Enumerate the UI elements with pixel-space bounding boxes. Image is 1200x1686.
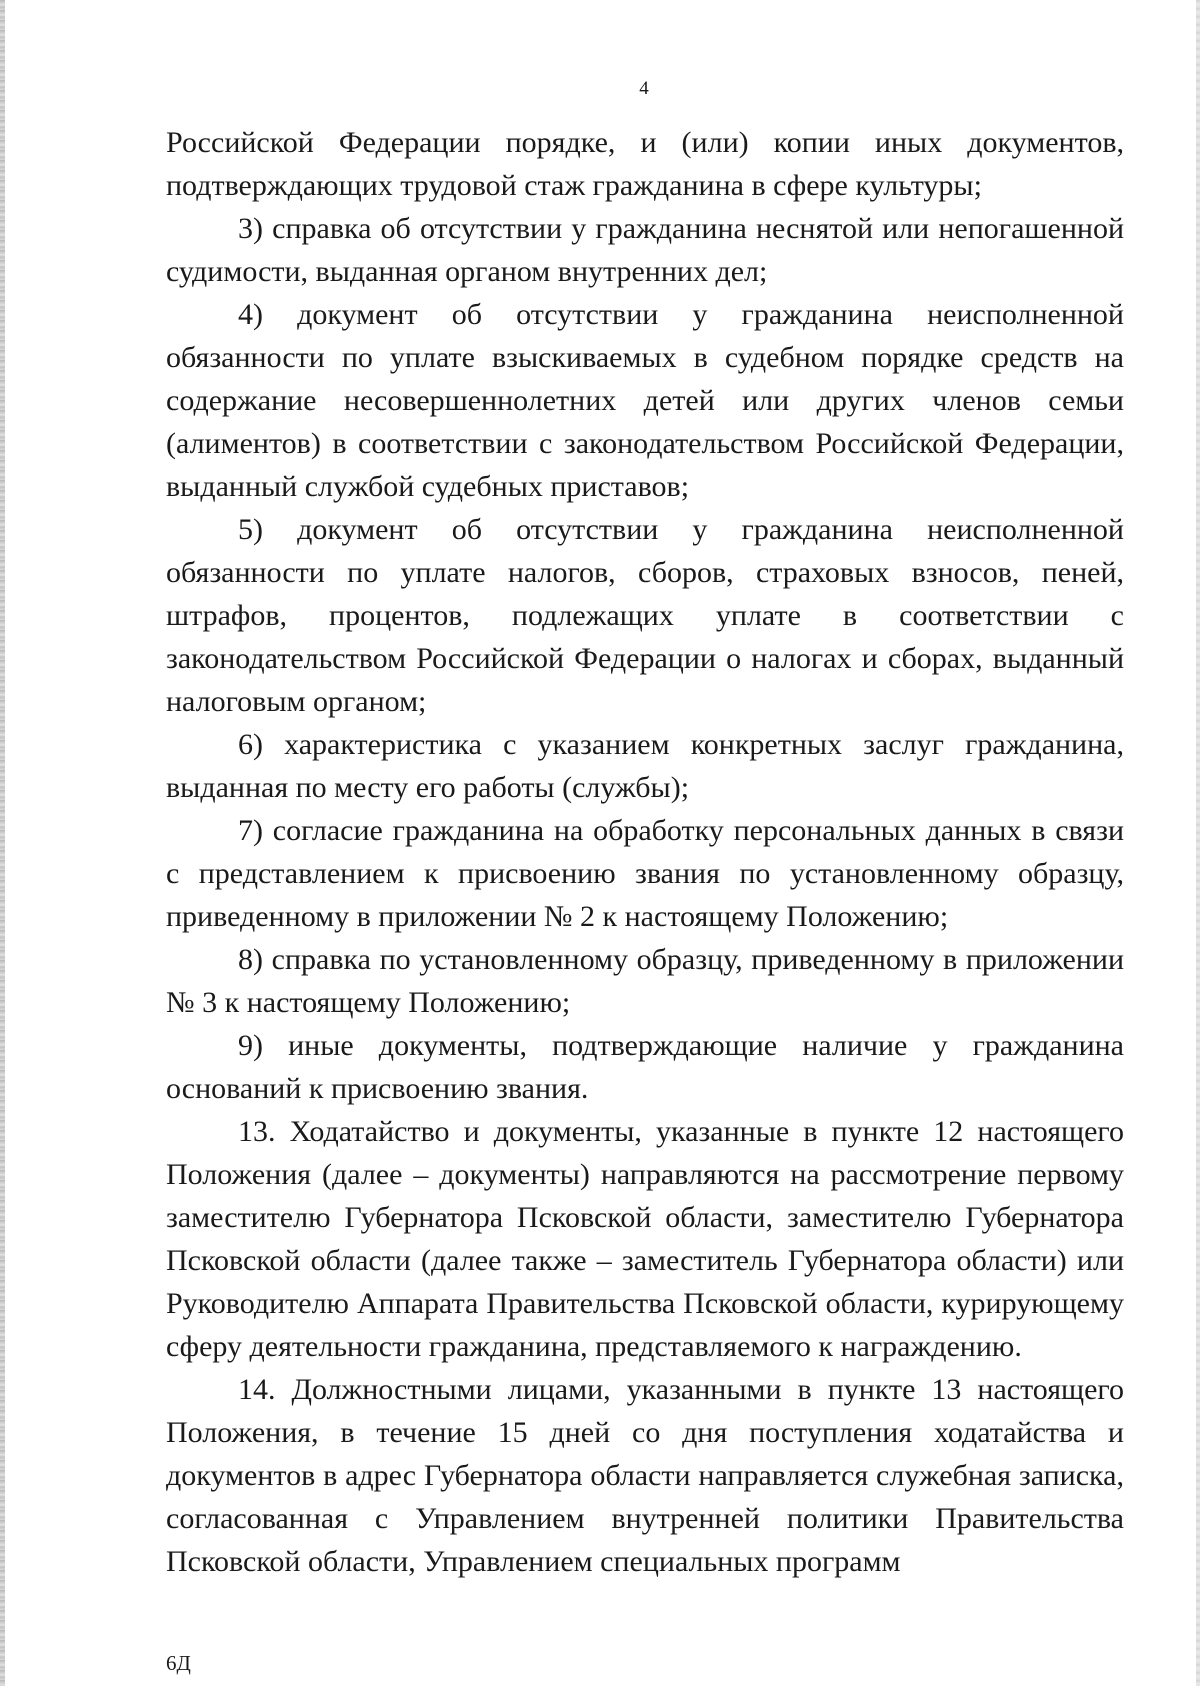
paragraph-item-8: 8) справка по установленному образцу, приведенному в приложении № 3 к настоящему Положению; xyxy=(166,943,1124,1019)
scan-right-edge xyxy=(1196,0,1200,1686)
paragraph-item-7: 7) согласие гражданина на обработку персональных данных в связи с представлением к присвоению звания по установленному образцу, приведенному в приложении № 2 к настоящему Положению; xyxy=(166,814,1124,933)
scan-left-edge xyxy=(0,0,5,1686)
footer-code: 6Д xyxy=(166,1651,191,1675)
paragraph-item-9: 9) иные документы, подтверждающие наличие у гражданина оснований к присвоению звания. xyxy=(166,1029,1124,1105)
paragraph-item-5: 5) документ об отсутствии у гражданина неисполненной обязанности по уплате налогов, сборов, страховых взносов, пеней, штрафов, процентов, подлежащих уплате в соответствии с законодательством Российской Федерации о налогах и сборах, выданный налоговым органом; xyxy=(166,513,1124,718)
paragraph-item-4: 4) документ об отсутствии у гражданина неисполненной обязанности по уплате взыскиваемых в судебном порядке средств на содержание несовершеннолетних детей или других членов семьи (алиментов) в соответствии с законодательством Российской Федерации, выданный службой судебных приставов; xyxy=(166,298,1124,503)
document-body xyxy=(166,121,1124,1583)
page-number: 4 xyxy=(639,78,649,99)
paragraph-item-6: 6) характеристика с указанием конкретных заслуг гражданина, выданная по месту его работы (службы); xyxy=(166,728,1124,804)
paragraph-continuation: Российской Федерации порядке, и (или) копии иных документов, подтверждающих трудовой стаж гражданина в сфере культуры; xyxy=(166,126,1124,202)
paragraph-section-14: 14. Должностными лицами, указанными в пункте 13 настоящего Положения, в течение 15 дней со дня поступления ходатайства и документов в адрес Губернатора области направляется служебная записка, согласованная с Управлением внутренней политики Правительства Псковской области, Управлением специальных программ xyxy=(166,1373,1124,1578)
paragraph-item-3: 3) справка об отсутствии у гражданина неснятой или непогашенной судимости, выданная органом внутренних дел; xyxy=(166,212,1124,288)
paragraph-section-13: 13. Ходатайство и документы, указанные в пункте 12 настоящего Положения (далее – документы) направляются на рассмотрение первому заместителю Губернатора Псковской области, заместителю Губернатора Псковской области (далее также – заместитель Губернатора области) или Руководителю Аппарата Правительства Псковской области, курирующему сферу деятельности гражданина, представляемого к награждению. xyxy=(166,1115,1124,1363)
